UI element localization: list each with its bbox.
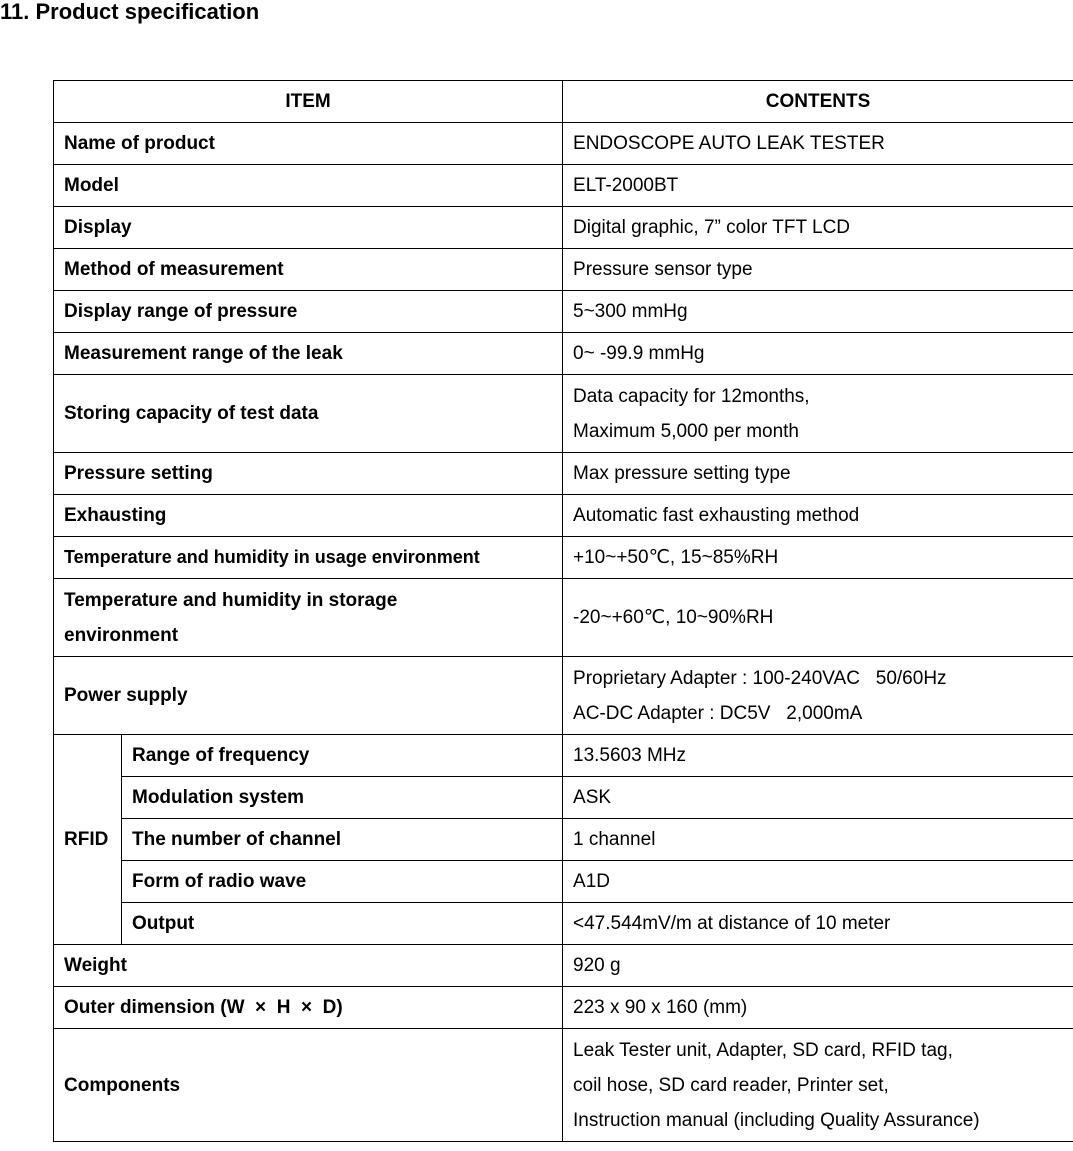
row-value-modulation-system xyxy=(563,777,1073,819)
value-line: 920 g xyxy=(573,955,621,976)
value-line: -20~+60℃, 10~90%RH xyxy=(573,607,774,628)
row-label-power-supply: Power supply xyxy=(54,657,563,735)
value-line: 5~300 mmHg xyxy=(573,301,688,322)
row-label-method-of-measurement: Method of measurement xyxy=(54,249,563,291)
value-line: ASK xyxy=(573,787,612,808)
value-line: ELT-2000BT xyxy=(573,175,679,196)
value-line: Max pressure setting type xyxy=(573,463,791,484)
row-label-temp-usage: Temperature and humidity in usage environment xyxy=(54,537,563,579)
value-line: +10~+50℃, 15~85%RH xyxy=(573,547,779,568)
value-line: Proprietary Adapter : 100-240VAC 50/60Hz xyxy=(573,667,947,689)
table-row xyxy=(54,1029,1073,1142)
table-row xyxy=(54,987,1073,1029)
row-label-number-of-channel: The number of channel xyxy=(122,819,563,861)
page-title: 11. Product specification xyxy=(0,0,260,24)
value-line: coil hose, SD card reader, Printer set, xyxy=(573,1074,889,1096)
value-line: Pressure sensor type xyxy=(573,259,753,280)
row-value-name-of-product xyxy=(563,123,1073,165)
value-line: Maximum 5,000 per month xyxy=(573,420,800,442)
row-value-form-of-radio-wave xyxy=(563,861,1073,903)
table-header-row xyxy=(54,81,1073,123)
row-value-number-of-channel xyxy=(563,819,1073,861)
row-value-weight xyxy=(563,945,1073,987)
value-line: 0~ -99.9 mmHg xyxy=(573,343,705,364)
value-line: Automatic fast exhausting method xyxy=(573,505,860,526)
value-line: <47.544mV/m at distance of 10 meter xyxy=(573,913,891,934)
table-row xyxy=(54,291,1073,333)
row-label-range-of-frequency: Range of frequency xyxy=(122,735,563,777)
row-value-output xyxy=(563,903,1073,945)
value-line: ENDOSCOPE AUTO LEAK TESTER xyxy=(573,133,885,154)
table-row xyxy=(54,123,1073,165)
table-row xyxy=(54,453,1073,495)
table-row xyxy=(54,165,1073,207)
table-row xyxy=(54,945,1073,987)
row-label-components: Components xyxy=(54,1029,563,1142)
row-label-storing-capacity: Storing capacity of test data xyxy=(54,375,563,453)
row-label-temp-storage: Temperature and humidity in storage environment xyxy=(54,579,563,657)
row-label-outer-dimension: Outer dimension (W × H × D) xyxy=(54,987,563,1029)
value-line: 223 x 90 x 160 (mm) xyxy=(573,997,748,1018)
value-line: 1 channel xyxy=(573,829,656,850)
value-line: 13.5603 MHz xyxy=(573,745,687,766)
table-row xyxy=(54,375,1073,453)
value-line: Leak Tester unit, Adapter, SD card, RFID tag, xyxy=(573,1039,953,1061)
table-row xyxy=(54,579,1073,657)
table-row xyxy=(54,537,1073,579)
row-value-temp-usage xyxy=(563,537,1073,579)
row-value-storing-capacity xyxy=(563,375,1073,453)
row-value-display-range-of-pressure xyxy=(563,291,1073,333)
value-line: AC-DC Adapter : DC5V 2,000mA xyxy=(573,702,863,724)
value-line: A1D xyxy=(573,871,610,892)
row-value-measurement-range-of-leak xyxy=(563,333,1073,375)
table-row xyxy=(54,903,1073,945)
row-value-range-of-frequency xyxy=(563,735,1073,777)
value-line: Digital graphic, 7” color TFT LCD xyxy=(573,217,851,238)
row-value-temp-storage xyxy=(563,579,1073,657)
rfid-group-label: RFID xyxy=(54,735,122,945)
row-label-display: Display xyxy=(54,207,563,249)
row-label-display-range-of-pressure: Display range of pressure xyxy=(54,291,563,333)
row-label-model: Model xyxy=(54,165,563,207)
row-label-exhausting: Exhausting xyxy=(54,495,563,537)
table-row xyxy=(54,333,1073,375)
table-row xyxy=(54,249,1073,291)
row-value-display xyxy=(563,207,1073,249)
value-line: Instruction manual (including Quality Assurance) xyxy=(573,1109,980,1131)
table-row xyxy=(54,735,1073,777)
row-label-weight: Weight xyxy=(54,945,563,987)
table-row xyxy=(54,777,1073,819)
header-contents: CONTENTS xyxy=(563,81,1073,123)
row-value-power-supply xyxy=(563,657,1073,735)
specification-table xyxy=(53,80,1073,1142)
row-label-pressure-setting: Pressure setting xyxy=(54,453,563,495)
row-value-components xyxy=(563,1029,1073,1142)
row-label-output: Output xyxy=(122,903,563,945)
value-line: Data capacity for 12months, xyxy=(573,385,810,407)
row-value-method-of-measurement xyxy=(563,249,1073,291)
row-label-name-of-product: Name of product xyxy=(54,123,563,165)
row-value-outer-dimension xyxy=(563,987,1073,1029)
table-row xyxy=(54,207,1073,249)
row-value-pressure-setting xyxy=(563,453,1073,495)
row-value-model xyxy=(563,165,1073,207)
table-row xyxy=(54,495,1073,537)
row-label-measurement-range-of-leak: Measurement range of the leak xyxy=(54,333,563,375)
row-label-modulation-system: Modulation system xyxy=(122,777,563,819)
table-row xyxy=(54,861,1073,903)
row-label-form-of-radio-wave: Form of radio wave xyxy=(122,861,563,903)
header-item: ITEM xyxy=(54,81,563,123)
table-row xyxy=(54,657,1073,735)
table-row xyxy=(54,819,1073,861)
row-value-exhausting xyxy=(563,495,1073,537)
